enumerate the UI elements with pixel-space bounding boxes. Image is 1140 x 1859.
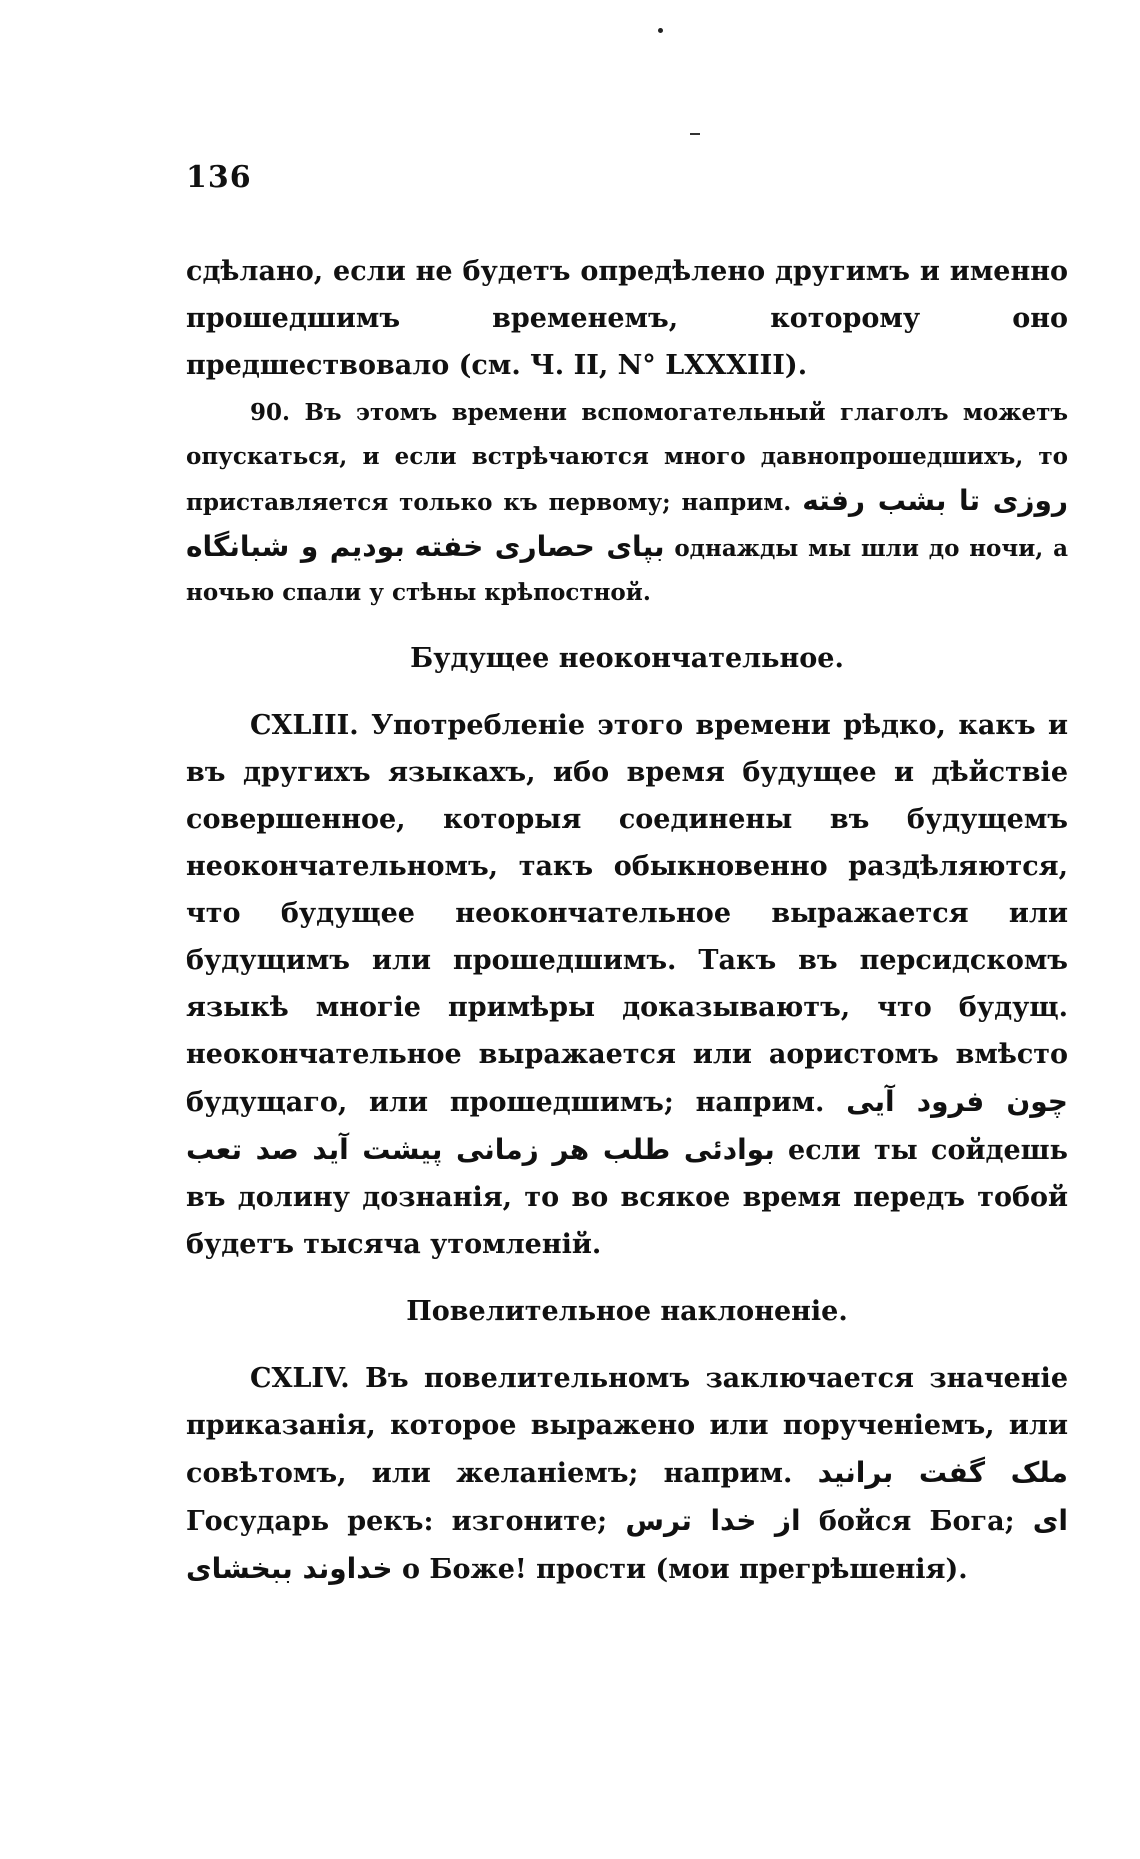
- paragraph-text: Употребленіе этого времени рѣдко, какъ и въ другихъ языкахъ, ибо время будущее и дѣйствіе совершенное, которыя соединены въ будущемъ неокончательномъ, такъ обыкновенно раздѣляются, что будущее неокончательное выражается или будущимъ или прошедшимъ. Такъ въ персидскомъ языкѣ многіе примѣры доказываютъ, что будущ. неокончательное выражается или аористомъ вмѣсто будущаго, или прошедшимъ; наприм.: [186, 710, 1068, 1118]
- paragraph-text: если ты сойдешь въ долину дознанія, то во всякое время передъ тобой будетъ тысяча утомленій.: [186, 1135, 1068, 1260]
- page-body: [186, 248, 1068, 1593]
- paragraph-text: бойся Бога;: [818, 1506, 1015, 1537]
- page-number: 136: [186, 160, 252, 195]
- persian-quote: بپای حصاری خفته: [414, 530, 665, 563]
- persian-quote: از خدا ترس: [625, 1504, 801, 1537]
- paragraph-continuation: сдѣлано, если не будетъ опредѣлено другимъ и именно прошедшимъ временемъ, которому оно предшествовало (см. Ч. II, N° LXXXIII).: [186, 256, 1068, 381]
- paragraph-text: Въ этомъ времени вспомогательный глаголъ можетъ опускаться, и если встрѣчаются много давнопрошедшихъ, то приставляется только къ первому; наприм.: [186, 399, 1068, 516]
- paragraph-text: Въ повелительномъ заключается значеніе приказанія, которое выражено или порученіемъ, или совѣтомъ, или желаніемъ; наприм.: [186, 1363, 1068, 1489]
- paragraph-number: CXLIII.: [250, 710, 359, 741]
- paragraph-text: о Боже! прости (мои прегрѣшенія).: [402, 1554, 968, 1585]
- persian-quote: ای خداوند ببخشای: [186, 1504, 1068, 1585]
- persian-quote: چون فرود آیی بوادئی طلب هر زمانی پیشت آید صد تعب: [186, 1085, 1068, 1166]
- paragraph-143: [186, 702, 1068, 1268]
- speck-mark: [658, 28, 663, 33]
- paragraph-144: [186, 1355, 1068, 1593]
- section-heading-imperative: Повелительное наклоненіе.: [406, 1296, 848, 1327]
- paragraph-text: однажды мы шли до ночи, а ночью спали у стѣны крѣпостной.: [186, 535, 1068, 606]
- persian-quote: روزی تا بشب رفته بودیم و شبانگاه: [186, 484, 1068, 563]
- paragraph-number: CXLIV.: [250, 1363, 350, 1394]
- section-heading-future: Будущее неокончательное.: [410, 643, 844, 674]
- persian-quote: ملک گفت برانید: [817, 1456, 1068, 1489]
- speck-mark: [690, 133, 700, 135]
- paragraph-90: [186, 391, 1068, 615]
- paragraph-text: Государь рекъ: изгоните;: [186, 1506, 608, 1537]
- paragraph-number: 90.: [250, 399, 291, 426]
